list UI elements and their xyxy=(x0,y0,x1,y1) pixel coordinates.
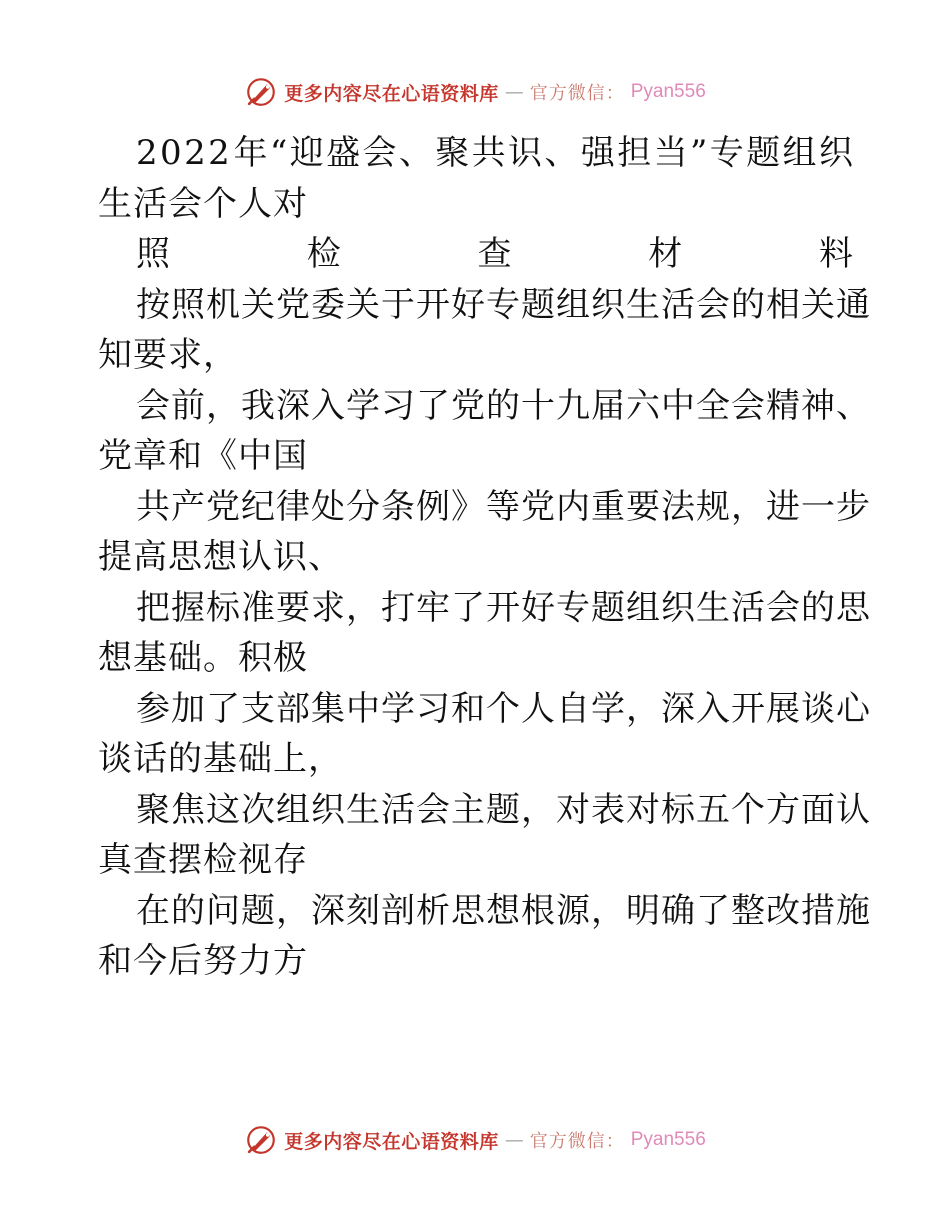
text-line: 知要求， xyxy=(98,335,238,375)
text-line: 真查摆检视存 xyxy=(98,840,308,880)
text-line: 照 检 查 材 料 xyxy=(136,234,854,274)
text-line: 谈话的基础上， xyxy=(98,739,343,779)
text-line: 提高思想认识、 xyxy=(98,537,343,577)
text-line: 党章和《中国 xyxy=(98,436,308,476)
text-line: 想基础。积极 xyxy=(98,638,308,678)
text-line: 会 前 ， 我 深 入 学 习 了 党 的 十 九 届 六 中 全 会 精 神 、 xyxy=(136,385,871,426)
watermark-brand-text: 更多内容尽在心语资料库 xyxy=(284,1130,499,1153)
text-line: 参 加 了 支 部 集 中 学 习 和 个 人 自 学 ， 深 入 开 展 谈 心 xyxy=(136,688,871,729)
watermark-wechat-id: Pyan556 xyxy=(630,1129,706,1150)
text-line: 在 的 问 题 ， 深 刻 剖 析 思 想 根 源 ， 明 确 了 整 改 措 施 xyxy=(136,890,871,931)
text-line: 生活会个人对 xyxy=(98,183,308,224)
document-body xyxy=(98,128,871,987)
pen-nib-logo-icon xyxy=(244,75,278,109)
text-line: 把 握 标 准 要 求 ， 打 牢 了 开 好 专 题 组 织 生 活 会 的 思 xyxy=(136,587,871,628)
watermark-official-label: 官方微信： xyxy=(529,83,625,104)
watermark-dash: — xyxy=(504,81,524,103)
text-line: 聚 焦 这 次 组 织 生 活 会 主 题 ， 对 表 对 标 五 个 方 面 认 xyxy=(136,789,871,830)
text-line: 和今后努力方 xyxy=(98,941,308,981)
watermark-wechat-id: Pyan556 xyxy=(630,81,706,102)
header-watermark xyxy=(0,72,950,112)
watermark-dash: — xyxy=(504,1129,524,1151)
text-line: 按 照 机 关 党 委 关 于 开 好 专 题 组 织 生 活 会 的 相 关 通 xyxy=(136,284,871,325)
text-line: 共 产 党 纪 律 处 分 条 例 》 等 党 内 重 要 法 规 ， 进 一 步 xyxy=(136,486,871,527)
footer-watermark xyxy=(0,1120,950,1160)
watermark-official-label: 官方微信： xyxy=(529,1131,625,1152)
pen-nib-logo-icon xyxy=(244,1123,278,1157)
text-line: 2 0 2 2 年 “ 迎 盛 会 、 聚 共 识 、 强 担 当 ” 专 题 组 织 xyxy=(136,133,854,173)
watermark-brand-text: 更多内容尽在心语资料库 xyxy=(284,82,499,105)
